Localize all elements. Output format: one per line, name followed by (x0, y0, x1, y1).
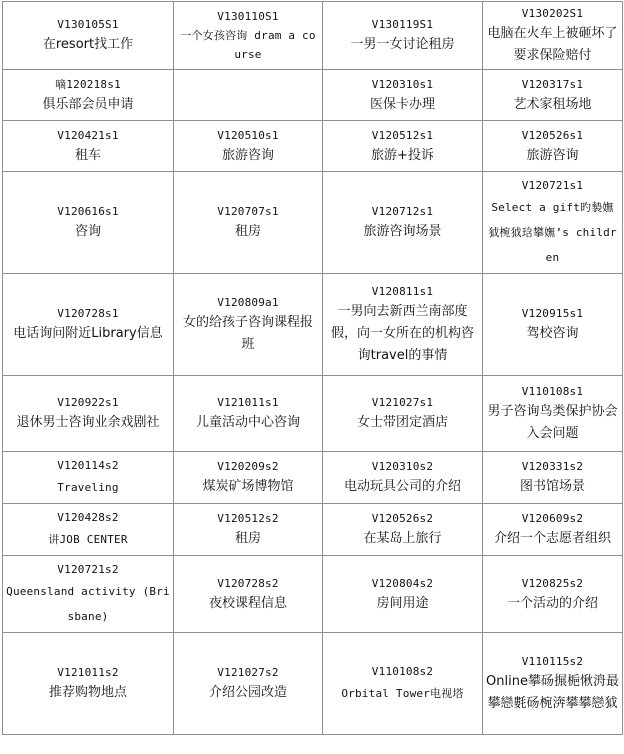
table-cell (174, 70, 323, 121)
table-cell (3, 70, 174, 121)
table-cell (3, 121, 174, 172)
topic-title: 旅游咨询 (221, 147, 274, 163)
table-cell (174, 121, 323, 172)
table-cell (483, 121, 623, 172)
topic-title: Traveling (57, 480, 119, 494)
topic-title: 电动玩具公司的介绍 (343, 479, 461, 494)
topic-code: V120915s1 (521, 307, 584, 320)
topic-code: V120317s1 (521, 77, 584, 91)
topic-code: V120609s2 (521, 512, 584, 525)
topic-title: 租房 (234, 531, 261, 546)
table-cell (3, 504, 174, 556)
table-row (3, 633, 623, 735)
topic-title: 租车 (74, 147, 101, 163)
topic-title: 房间用途 (376, 595, 429, 611)
topic-code: V120809a1 (217, 296, 279, 309)
topic-code: V110108s2 (371, 664, 434, 678)
table-cell (483, 556, 623, 633)
table-cell (323, 172, 483, 274)
table-cell (3, 376, 174, 452)
topic-title: 女士带团定酒店 (356, 415, 448, 430)
topic-code: V120825s2 (521, 576, 584, 590)
topic-code: 嘀120218s1 (55, 77, 121, 91)
topic-code: V120728s1 (57, 307, 119, 320)
topic-title: 介绍公园改造 (208, 685, 287, 700)
table-cell (174, 452, 323, 504)
topic-title: 艺术家租场地 (513, 96, 592, 112)
topic-title: 医保卡办理 (369, 96, 435, 112)
topic-code: V120804s2 (371, 576, 434, 590)
topic-title: 女的给孩子咨询课程报班 (182, 315, 313, 352)
table-cell (323, 376, 483, 452)
table-row (3, 556, 623, 633)
topic-title: 一个活动的介绍 (506, 595, 598, 611)
topic-title: 驾校咨询 (526, 326, 579, 341)
topic-title: 电话询问附近Library信息 (13, 326, 163, 341)
table-cell (174, 376, 323, 452)
topic-title: 一个女孩咨询 dram a course (180, 29, 316, 61)
topic-code: V121011s1 (217, 396, 279, 409)
topic-title: Orbital Tower电视塔 (341, 686, 464, 700)
topic-title: 退休男士咨询业余戏剧社 (16, 415, 160, 430)
topic-title: 在某岛上旅行 (363, 531, 442, 546)
table-cell (323, 452, 483, 504)
table-cell (174, 633, 323, 735)
topic-code: V120616s1 (57, 205, 119, 218)
topic-code: V110108s1 (521, 385, 584, 398)
table-cell (323, 633, 483, 735)
topic-code: V120728s2 (217, 576, 279, 590)
table-cell (323, 70, 483, 121)
table-cell (174, 2, 323, 70)
topic-title: 介绍一个志愿者组织 (493, 531, 611, 546)
topic-code: V110115s2 (521, 655, 584, 668)
table-cell (483, 504, 623, 556)
topic-title: Online攀砀搌梔愀洀最攀戀氀砀椀渀攀攀戀狘 (486, 674, 619, 711)
topic-code: V130119S1 (371, 18, 434, 31)
topic-code: V120922s1 (57, 396, 119, 409)
topic-title: Queensland activity (Brisbane) (6, 584, 170, 623)
table-cell (323, 121, 483, 172)
topic-title: 一男一女讨论租房 (350, 37, 455, 52)
topic-title: 推荐购物地点 (48, 685, 127, 700)
topic-title: 在resort找工作 (42, 37, 134, 52)
topic-title: 一男向去新西兰南部度假，向一女所在的机构咨询travel的事情 (330, 304, 474, 363)
topic-code: V120721s1 (521, 178, 584, 192)
table-cell (3, 633, 174, 735)
table-cell (483, 452, 623, 504)
topic-code: V120526s1 (521, 128, 584, 142)
table-cell (3, 274, 174, 376)
table-row (3, 2, 623, 70)
topic-code: V130202S1 (521, 7, 584, 20)
table-row (3, 274, 623, 376)
topic-title: 夜校课程信息 (208, 595, 287, 611)
topic-code: V121027s2 (217, 666, 279, 679)
topic-code: V120512s1 (371, 128, 434, 142)
table-cell (483, 633, 623, 735)
topic-code: V130105S1 (57, 18, 119, 31)
table-cell (3, 556, 174, 633)
table-row (3, 172, 623, 274)
topic-title: 旅游咨询场景 (363, 224, 442, 239)
topic-title: Select a gift旳褺嫵狘椀狘琀攀嫵’s children (488, 200, 617, 264)
topic-title: 儿童活动中心咨询 (195, 415, 300, 430)
topic-code: V120310s1 (371, 77, 434, 91)
table-cell (323, 556, 483, 633)
table-cell (483, 172, 623, 274)
topic-code: V120310s2 (371, 460, 434, 473)
topic-code: V120428s2 (57, 510, 119, 524)
table-row (3, 70, 623, 121)
topic-code: V120510s1 (217, 128, 279, 142)
topic-code: V120512s2 (217, 512, 279, 525)
topic-code: V120712s1 (371, 205, 434, 218)
topic-code: V121011s2 (57, 666, 119, 679)
table-cell (483, 70, 623, 121)
table-row (3, 452, 623, 504)
topic-title: 租房 (234, 224, 261, 239)
table-cell (174, 274, 323, 376)
table-row (3, 121, 623, 172)
table-cell (323, 504, 483, 556)
topic-title: 咨询 (74, 224, 101, 239)
topic-title: 煤炭矿场博物馆 (202, 479, 294, 494)
topic-code: V121027s1 (371, 396, 434, 409)
table-cell (174, 172, 323, 274)
table-cell (323, 274, 483, 376)
table-cell (323, 2, 483, 70)
table-cell (483, 2, 623, 70)
topic-title: 俱乐部会员申请 (42, 96, 134, 112)
topic-title: 讲JOB CENTER (48, 532, 128, 546)
topic-code: V120526s2 (371, 512, 434, 525)
table-cell (3, 172, 174, 274)
table-cell (3, 452, 174, 504)
table-cell (174, 504, 323, 556)
topic-title: 图书馆场景 (519, 479, 585, 494)
topic-code: V120707s1 (217, 205, 279, 218)
topic-code: V130110S1 (217, 10, 279, 23)
topic-title: 男子咨询鸟类保护协会入会问题 (487, 404, 618, 441)
topic-code: V120721s2 (57, 562, 119, 576)
table-cell (483, 376, 623, 452)
topic-code: V120209s2 (217, 460, 279, 473)
table-cell (3, 2, 174, 70)
topic-code: V120811s1 (371, 285, 434, 298)
topic-code: V120331s2 (521, 460, 584, 473)
topic-code: V120421s1 (57, 128, 119, 142)
table-row (3, 376, 623, 452)
topic-title: 电脑在火车上被砸坏了要求保险赔付 (487, 26, 618, 63)
topic-title: 旅游+投诉 (371, 147, 434, 163)
table-cell (174, 556, 323, 633)
topic-title: 旅游咨询 (526, 147, 579, 163)
topic-code: V120114s2 (57, 458, 119, 472)
topic-table (2, 1, 623, 735)
table-cell (483, 274, 623, 376)
table-row (3, 504, 623, 556)
